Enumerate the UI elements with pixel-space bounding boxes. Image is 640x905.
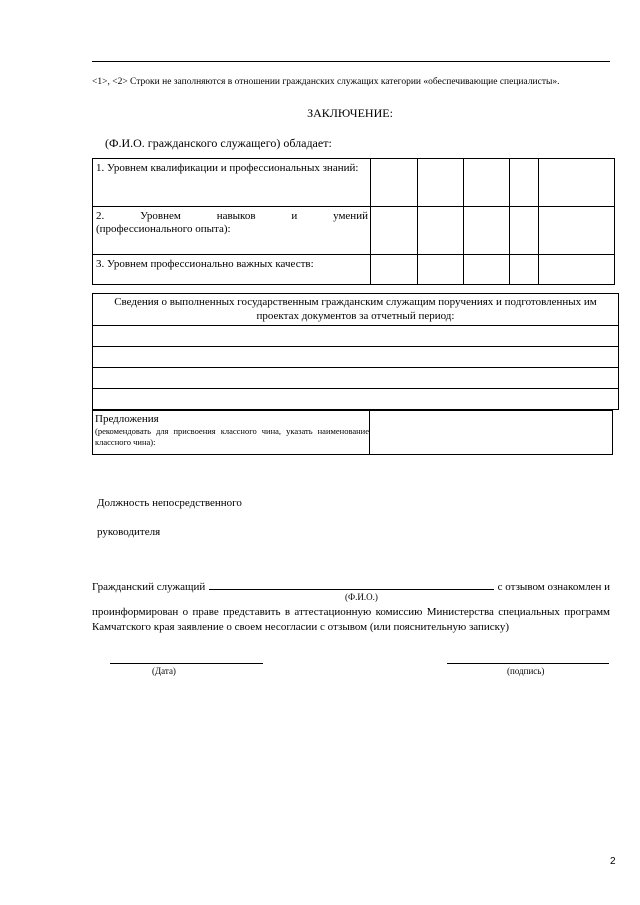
score-cell[interactable] xyxy=(418,207,464,255)
proposals-title: Предложения xyxy=(95,413,159,425)
date-field[interactable] xyxy=(110,663,263,664)
acknowledgement-prefix: Гражданский служащий xyxy=(92,581,206,593)
table-row xyxy=(93,326,619,347)
assignment-entry[interactable] xyxy=(93,389,619,410)
acknowledgement-suffix: с отзывом ознакомлен и xyxy=(497,581,610,593)
employee-fio-field[interactable] xyxy=(209,579,493,590)
table-row xyxy=(93,159,615,207)
table-row xyxy=(93,207,615,255)
page-number: 2 xyxy=(610,856,616,867)
score-cell[interactable] xyxy=(418,255,464,285)
assignment-entry[interactable] xyxy=(93,326,619,347)
score-cell[interactable] xyxy=(539,159,615,207)
score-cell[interactable] xyxy=(418,159,464,207)
score-cell[interactable] xyxy=(464,255,510,285)
assignments-header: Сведения о выполненных государственным гражданским служащим поручениях и подготовленных им проектах документов за отчетный период: xyxy=(93,294,619,326)
proposals-table xyxy=(92,410,613,455)
score-cell[interactable] xyxy=(371,207,418,255)
table-row xyxy=(93,294,619,326)
footnote: <1>, <2> Строки не заполняются в отношении гражданских служащих категории «обеспечивающие специалисты». xyxy=(92,77,560,87)
qualities-label: 3. Уровнем профессионально важных качеств: xyxy=(93,255,371,285)
proposals-value-cell[interactable] xyxy=(370,411,613,455)
score-cell[interactable] xyxy=(510,159,539,207)
score-cell[interactable] xyxy=(539,207,615,255)
assignment-entry[interactable] xyxy=(93,347,619,368)
score-cell[interactable] xyxy=(510,255,539,285)
employee-fio-line: (Ф.И.О. гражданского служащего) обладает: xyxy=(105,136,332,150)
proposals-subtitle: (рекомендовать для присвоения классного чина, указать наименование классного чина): xyxy=(95,426,369,447)
table-row xyxy=(93,411,613,455)
conclusion-heading: ЗАКЛЮЧЕНИЕ: xyxy=(307,106,393,120)
qualities-table xyxy=(92,158,615,285)
fio-caption: (Ф.И.О.) xyxy=(345,592,378,602)
score-cell[interactable] xyxy=(464,159,510,207)
acknowledgement-text: проинформирован о праве представить в аттестационную комиссию Министерства специальных программ Камчатского края заявление о своем несогласии с отзывом (или пояснительную записку) xyxy=(92,606,610,633)
signature-field[interactable] xyxy=(447,663,609,664)
table-row xyxy=(93,368,619,389)
score-cell[interactable] xyxy=(464,207,510,255)
table-row xyxy=(93,255,615,285)
top-divider xyxy=(92,61,610,62)
qualification-label: 1. Уровнем квалификации и профессиональных знаний: xyxy=(93,159,371,207)
signature-caption: (подпись) xyxy=(507,666,545,676)
assignment-entry[interactable] xyxy=(93,368,619,389)
score-cell[interactable] xyxy=(510,207,539,255)
score-cell[interactable] xyxy=(371,255,418,285)
score-cell[interactable] xyxy=(371,159,418,207)
supervisor-position-line1: Должность непосредственного xyxy=(97,497,242,509)
supervisor-position-line2: руководителя xyxy=(97,526,161,538)
score-cell[interactable] xyxy=(539,255,615,285)
skills-label-line2: (профессионального опыта): xyxy=(96,223,231,235)
date-caption: (Дата) xyxy=(152,666,176,676)
proposals-label-cell xyxy=(93,411,370,455)
table-row xyxy=(93,389,619,410)
assignments-table xyxy=(92,293,619,410)
table-row xyxy=(93,347,619,368)
skills-label xyxy=(93,207,371,255)
skills-label-line1: 2. Уровнем навыков и умений xyxy=(96,210,368,222)
acknowledgement-line xyxy=(92,579,610,593)
